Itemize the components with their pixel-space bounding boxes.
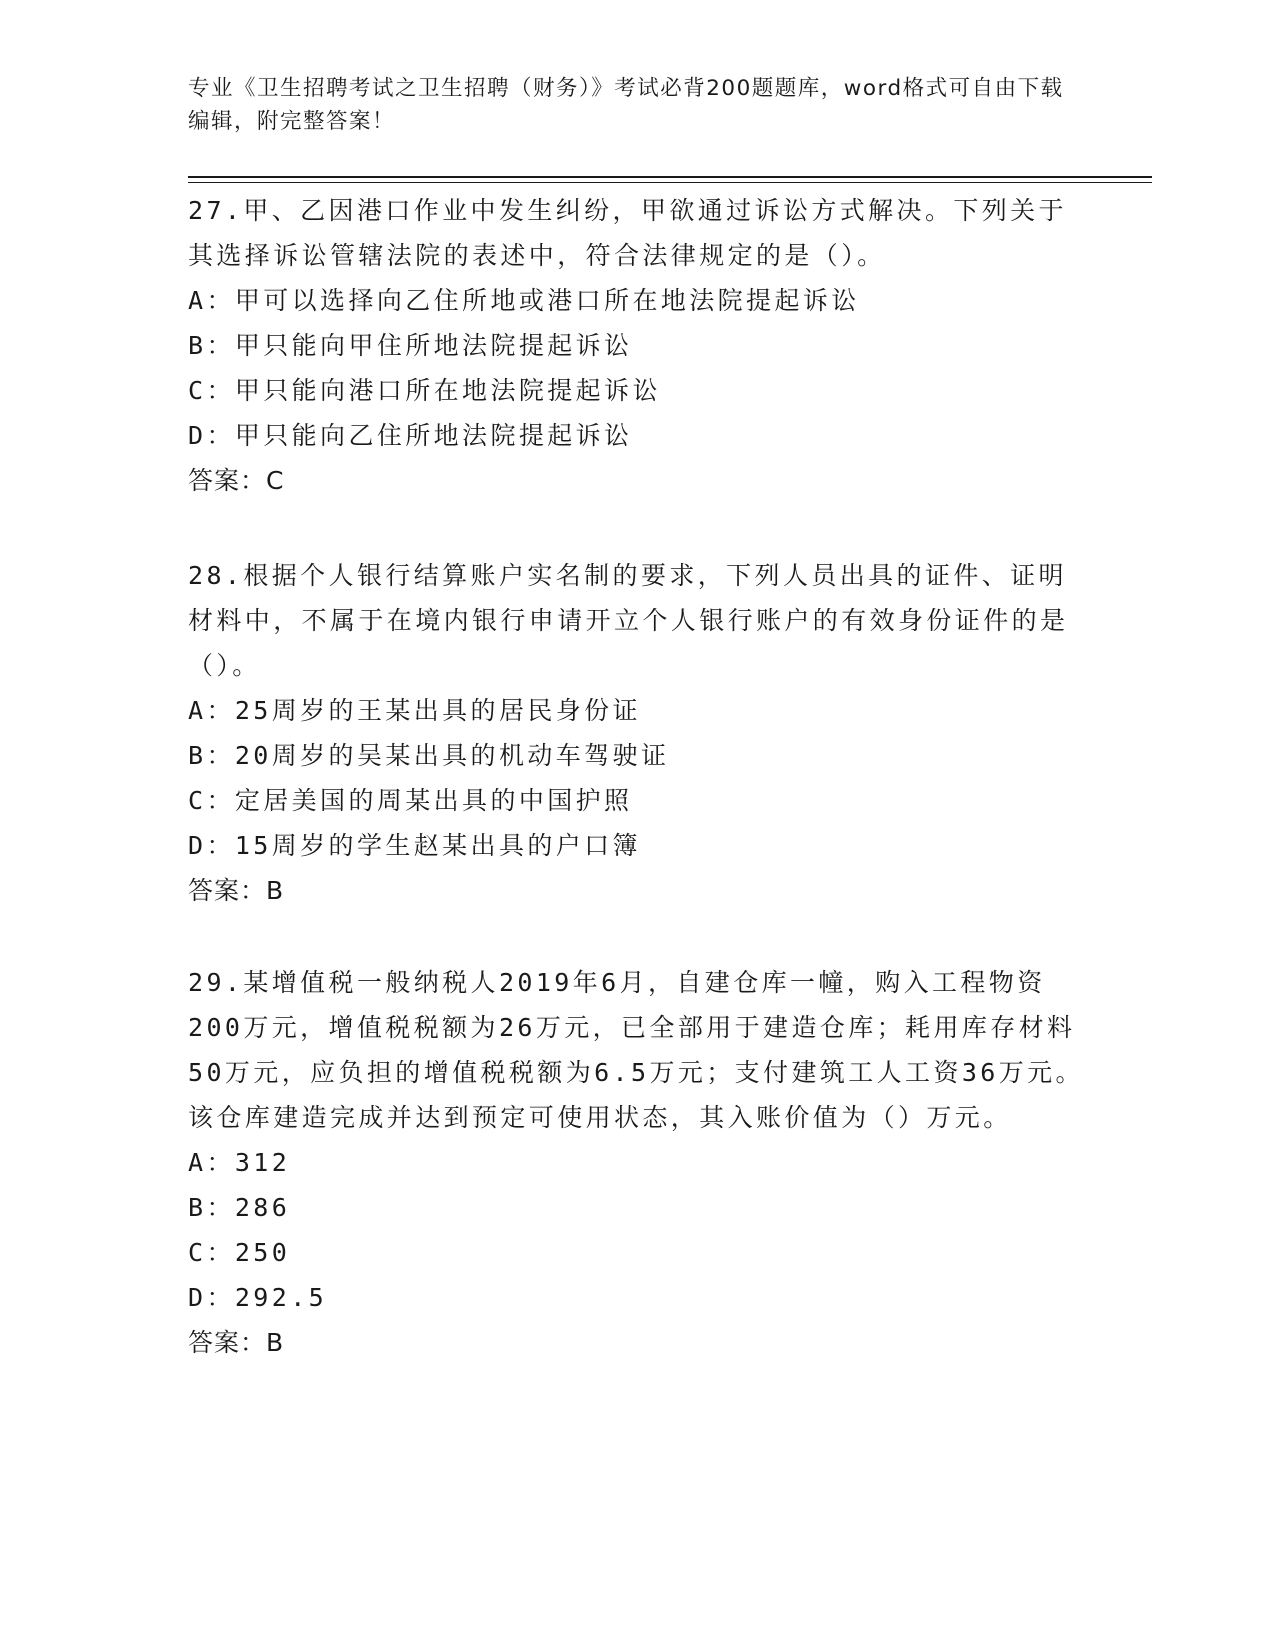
option-c: C：甲只能向港口所在地法院提起诉讼: [188, 376, 661, 405]
option-c: C：定居美国的周某出具的中国护照: [188, 786, 633, 815]
option-a: A：25周岁的王某出具的居民身份证: [188, 696, 641, 725]
option-c: C：250: [188, 1238, 291, 1267]
question-28: [188, 553, 1088, 913]
option-d: D：292.5: [188, 1283, 328, 1312]
answer: 答案：B: [188, 876, 285, 905]
document-header: 专业《卫生招聘考试之卫生招聘（财务）》考试必背200题题库，word格式可自由下载编辑，附完整答案！: [188, 76, 1064, 134]
answer: 答案：B: [188, 1328, 285, 1357]
option-a: A：甲可以选择向乙住所地或港口所在地法院提起诉讼: [188, 286, 860, 315]
question-29: [188, 960, 1088, 1365]
header-divider-thick: [188, 176, 1152, 178]
option-b: B：20周岁的吴某出具的机动车驾驶证: [188, 741, 670, 770]
question-stem: 28.根据个人银行结算账户实名制的要求，下列人员出具的证件、证明材料中，不属于在境内银行申请开立个人银行账户的有效身份证件的是（）。: [188, 561, 1069, 680]
option-b: B：甲只能向甲住所地法院提起诉讼: [188, 331, 633, 360]
question-stem: 27.甲、乙因港口作业中发生纠纷，甲欲通过诉讼方式解决。下列关于其选择诉讼管辖法院的表述中，符合法律规定的是（）。: [188, 196, 1067, 270]
question-stem: 29.某增值税一般纳税人2019年6月，自建仓库一幢，购入工程物资200万元，增值税税额为26万元，已全部用于建造仓库；耗用库存材料50万元，应负担的增值税税额为6.5万元；支付建筑工人工资36万元。该仓库建造完成并达到预定可使用状态，其入账价值为（）万元。: [188, 968, 1084, 1132]
answer: 答案：C: [188, 466, 285, 495]
question-27: [188, 188, 1088, 503]
header-divider-thin: [188, 182, 1152, 183]
option-a: A：312: [188, 1148, 291, 1177]
option-d: D：甲只能向乙住所地法院提起诉讼: [188, 421, 633, 450]
option-d: D：15周岁的学生赵某出具的户口簿: [188, 831, 641, 860]
option-b: B：286: [188, 1193, 291, 1222]
